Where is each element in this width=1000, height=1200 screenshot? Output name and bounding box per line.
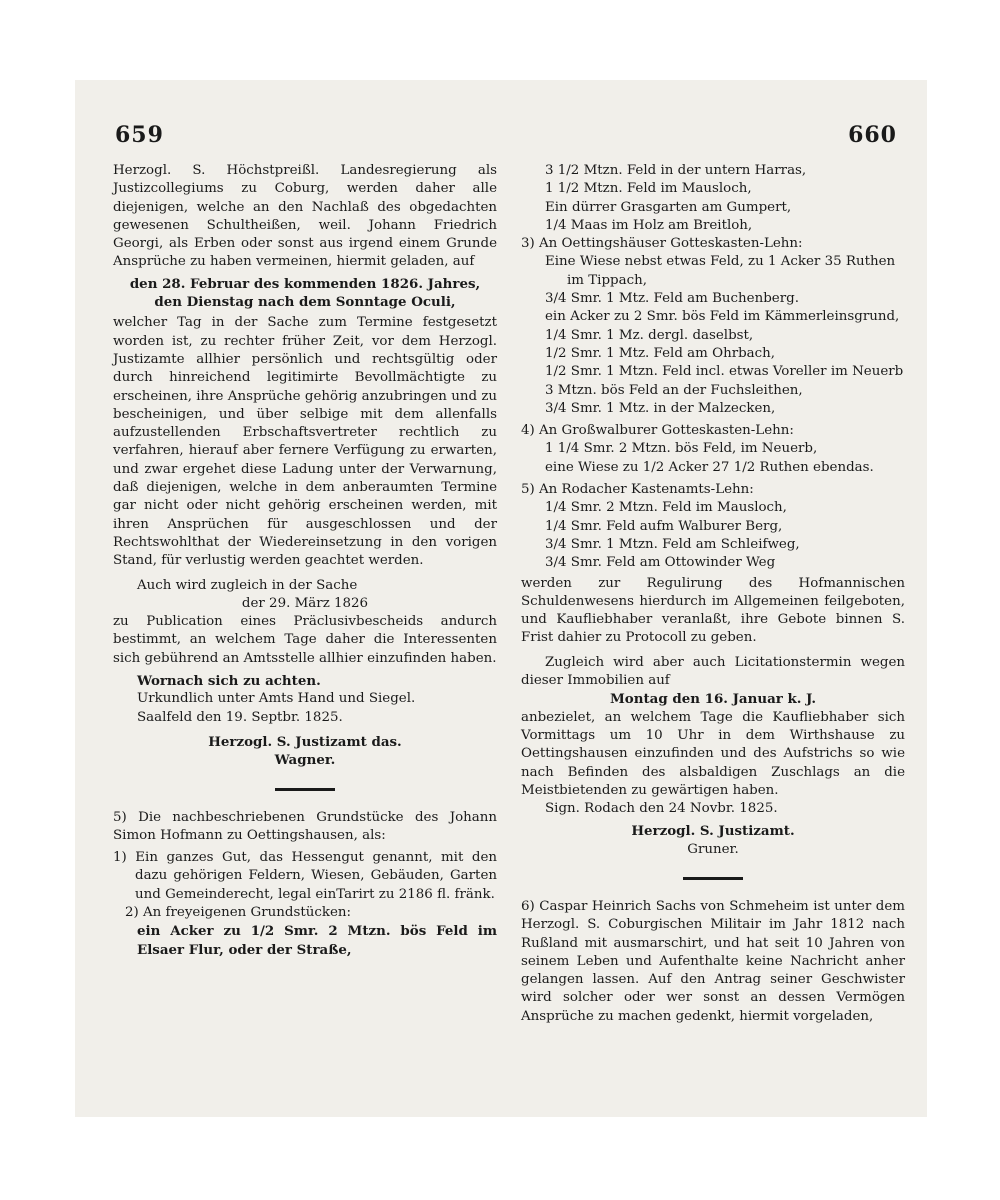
parcel-line: 3/4 Smr. 1 Mtzn. Feld am Schleifweg, bbox=[545, 536, 800, 552]
summons-body: welcher Tag in der Sache zum Termine festgesetzt worden ist, zu rechter früher Zeit, vor dem Herzogl. Justizamte allhier persönlich und rechtsgültig oder durch hinreichend legitimirte Bevollmächtigte zu erscheinen, ihre Ansprüche gehörig anzubringen und zu bescheinigen, und über selbige mit dem allenfalls aufzustellenden Erbschaftsvertreter rechtlich zu verfahren, hierauf aber fernere Verfügung zu erwarten, und zwar ergehet diese Ladung unter der Verwarnung, daß diejenigen, welche in dem anberaumten Termine gar nicht oder nicht gehörig erscheinen werden, mit ihren Ansprüchen für ausgeschlossen und der Rechtswohlthat der Wiedereinsetzung in den vorigen Stand, für verlustig werden geachtet werden. bbox=[113, 315, 497, 569]
parcel-line: 1 1/2 Mtzn. Feld im Mausloch, bbox=[545, 181, 752, 197]
publication-paragraph: zu Publication eines Präclusivbescheids andurch bestimmt, an welchem Tage daher die Interessenten sich gebührend an Amtsstelle allhier einzufinden haben. bbox=[113, 614, 497, 666]
right-column bbox=[521, 162, 905, 1026]
parcel-list-3 bbox=[521, 253, 905, 418]
parcel-line: Eine Wiese nebst etwas Feld, zu 1 Acker 35 Ruthen im Tippach, bbox=[545, 254, 896, 288]
section-divider-right bbox=[683, 877, 743, 880]
urkundlich-line: Urkundlich unter Amts Hand und Siegel. bbox=[137, 691, 416, 707]
subsection-5-heading: 5) An Rodacher Kastenamts-Lehn: bbox=[521, 482, 754, 498]
item-2-heading: 2) An freyeigenen Grundstücken: bbox=[125, 904, 351, 920]
section-6-paragraph: 6) Caspar Heinrich Sachs von Schmeheim ist unter dem Herzogl. S. Coburgischen Militair im Jahr 1812 nach Rußland mit ausmarschirt, und hat seit 10 Jahren von seinem Leben und Aufenthalte keine Nachricht anher gelangen lassen. Auf den Antrag seiner Geschwister wird solcher oder wer sonst an dessen Vermögen Ansprüche zu machen gedenkt, hiermit vorgeladen, bbox=[521, 898, 905, 1024]
section-divider bbox=[275, 788, 335, 791]
sign-office: Herzogl. S. Justizamt. bbox=[631, 823, 795, 840]
sign-place-date: Sign. Rodach den 24 Novbr. 1825. bbox=[545, 801, 778, 817]
publication-date: der 29. März 1826 bbox=[241, 595, 369, 611]
parcel-line: 3/4 Smr. Feld am Ottowinder Weg bbox=[545, 555, 776, 571]
parcel-line: eine Wiese zu 1/2 Acker 27 1/2 Ruthen ebendas. bbox=[545, 459, 874, 475]
signature-office: Herzogl. S. Justizamt das. bbox=[208, 733, 402, 750]
intro-paragraph: Herzogl. S. Höchstpreißl. Landesregierung als Justizcollegiums zu Coburg, werden daher alle diejenigen, welche an den Nachlaß des obgedachten gewesenen Schultheißen, weil. Johann Friedrich Georgi, als Erben oder sonst aus irgend einem Grunde Ansprüche zu haben vermeinen, hiermit geladen, auf bbox=[113, 163, 497, 270]
parcel-line: 3 Mtzn. bös Feld an der Fuchsleithen, bbox=[545, 382, 803, 398]
regulation-paragraph: werden zur Regulirung des Hofmannischen Schuldenwesens hierdurch im Allgemeinen feilgeboten, und Kaufliebhaber veranlaßt, ihre Gebote binnen S. Frist dahier zu Protocoll zu geben. bbox=[521, 575, 905, 646]
section-5-heading: 5) Die nachbeschriebenen Grundstücke des Johann Simon Hofmann zu Oettingshausen, als: bbox=[113, 809, 497, 843]
sign-name: Gruner. bbox=[687, 841, 739, 857]
hearing-date-line-2: den Dienstag nach dem Sonntage Oculi, bbox=[154, 294, 456, 311]
parcel-line: 1/4 Smr. Feld aufm Walburer Berg, bbox=[545, 518, 783, 534]
newspaper-page bbox=[75, 80, 927, 1117]
also-line: Auch wird zugleich in der Sache bbox=[137, 577, 358, 593]
parcel-line: 3/4 Smr. 1 Mtz. in der Malzecken, bbox=[545, 400, 776, 416]
licitation-paragraph: Zugleich wird aber auch Licitationstermin wegen dieser Immobilien auf bbox=[521, 654, 905, 689]
page-number-left: 659 bbox=[115, 122, 164, 148]
place-date-line: Saalfeld den 19. Septbr. 1825. bbox=[137, 709, 343, 725]
item-2-line: ein Acker zu 1/2 Smr. 2 Mtzn. bös Feld im Elsaer Flur, oder der Straße, bbox=[137, 923, 497, 958]
parcel-line: 3/4 Smr. 1 Mtz. Feld am Buchenberg. bbox=[545, 291, 799, 307]
parcel-list-5 bbox=[521, 499, 905, 572]
licitation-date: Montag den 16. Januar k. J. bbox=[609, 691, 817, 708]
parcel-line: 1/4 Smr. 2 Mtzn. Feld im Mausloch, bbox=[545, 500, 787, 516]
parcel-line: ein Acker zu 2 Smr. bös Feld im Kämmerleinsgrund, bbox=[545, 309, 900, 325]
parcel-line: 1/4 Maas im Holz am Breitloh, bbox=[545, 217, 753, 233]
parcel-line: 3 1/2 Mtzn. Feld in der untern Harras, bbox=[545, 163, 807, 178]
page-number-right: 660 bbox=[848, 122, 897, 148]
auction-paragraph: anbezielet, an welchem Tage die Kaufliebhaber sich Vormittags um 10 Uhr in dem Wirthshause zu Oettingshausen einzufinden und des Aufstrichs so wie nach Befinden des alsbaldigen Zuschlags an die Meistbietenden zu gewärtigen haben. bbox=[521, 709, 905, 798]
left-column bbox=[113, 162, 497, 959]
subsection-3-heading: 3) An Oettingshäuser Gotteskasten-Lehn: bbox=[521, 236, 803, 252]
wornach-line: Wornach sich zu achten. bbox=[137, 673, 321, 690]
item-1: 1) Ein ganzes Gut, das Hessengut genannt, mit den dazu gehörigen Feldern, Wiesen, Gebäuden, Garten und Gemeinderecht, legal einTarirt zu 2186 fl. fränk. bbox=[113, 850, 497, 902]
hearing-date-line-1: den 28. Februar des kommenden 1826. Jahres, bbox=[129, 275, 481, 292]
parcel-line: 1/2 Smr. 1 Mtz. Feld am Ohrbach, bbox=[545, 345, 776, 361]
parcel-line: 1/4 Smr. 1 Mz. dergl. daselbst, bbox=[545, 327, 754, 343]
signature-name: Wagner. bbox=[274, 752, 336, 769]
parcel-line: 1/2 Smr. 1 Mtzn. Feld incl. etwas Voreller im Neuerb bbox=[545, 364, 904, 380]
parcel-list-a bbox=[521, 162, 905, 235]
parcel-line: 1 1/4 Smr. 2 Mtzn. bös Feld, im Neuerb, bbox=[545, 441, 818, 457]
parcel-list-4 bbox=[521, 440, 905, 477]
parcel-line: Ein dürrer Grasgarten am Gumpert, bbox=[545, 199, 792, 215]
subsection-4-heading: 4) An Großwalburer Gotteskasten-Lehn: bbox=[521, 423, 794, 439]
